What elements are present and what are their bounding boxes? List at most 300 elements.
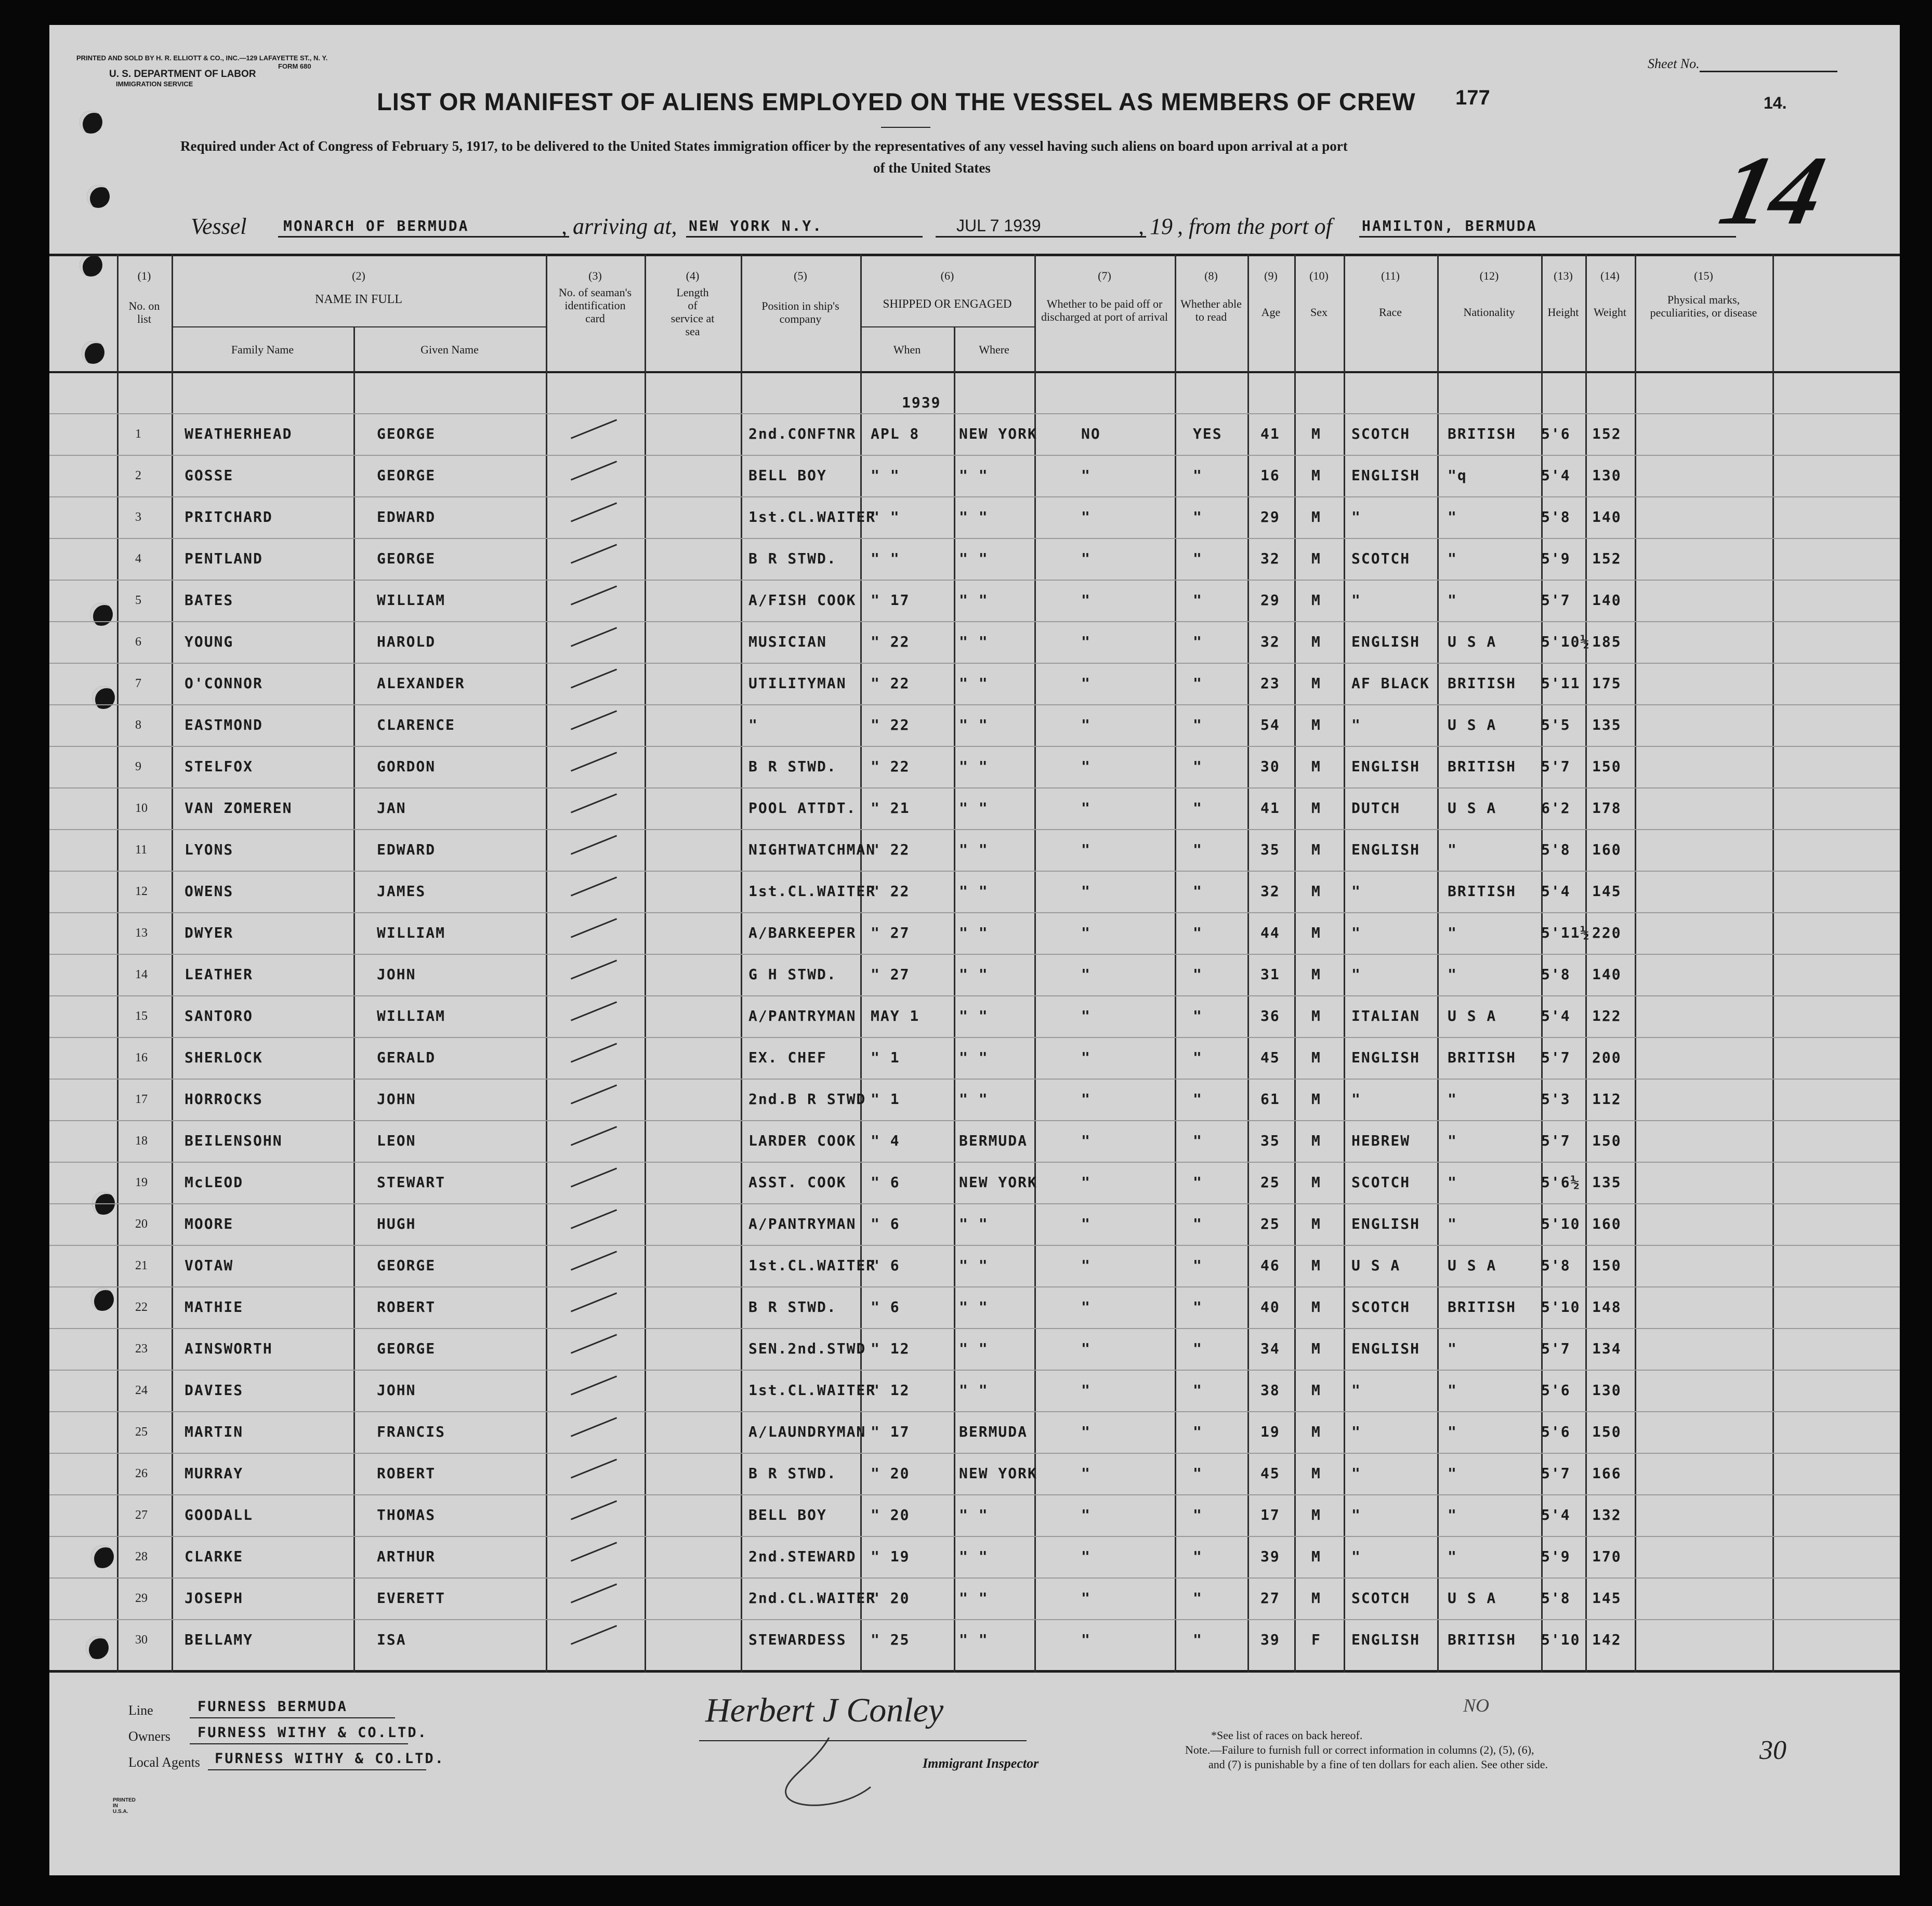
id-card-slash-mark — [571, 419, 617, 439]
age-cell: 45 — [1260, 1465, 1280, 1482]
height-cell: 5'11 — [1541, 675, 1581, 692]
paid-off-cell: " — [1081, 1298, 1091, 1316]
weight-cell: 152 — [1592, 550, 1622, 567]
able-to-read-cell: " — [1193, 716, 1203, 733]
height-cell: 5'6½ — [1541, 1174, 1581, 1191]
row-number-cell: 3 — [135, 510, 141, 524]
agents-underline — [208, 1769, 426, 1770]
row-rule — [49, 704, 1900, 705]
given-name-cell: FRANCIS — [377, 1423, 446, 1440]
position-cell: ASST. COOK — [748, 1174, 847, 1191]
when-header: When — [893, 343, 921, 356]
nationality-cell: U S A — [1448, 1589, 1497, 1607]
row-rule — [49, 746, 1900, 747]
race-cell: " — [1351, 1506, 1361, 1523]
paid-off-cell: " — [1081, 758, 1091, 775]
given-name-cell: STEWART — [377, 1174, 446, 1191]
able-to-read-cell: " — [1193, 1423, 1203, 1440]
paid-off-cell: " — [1081, 1340, 1091, 1357]
row-rule — [49, 1370, 1900, 1371]
races-note: *See list of races on back hereof. — [1211, 1729, 1363, 1742]
row-rule — [49, 413, 1900, 414]
height-cell: 5'8 — [1541, 1257, 1571, 1274]
col-divider — [117, 254, 119, 1673]
row-number-cell: 26 — [135, 1467, 148, 1480]
weight-cell: 135 — [1592, 1174, 1622, 1191]
id-card-slash-mark — [571, 668, 617, 688]
shipped-where-cell: " " — [959, 841, 989, 858]
able-to-read-cell: " — [1193, 550, 1203, 567]
shipped-when-cell: " 22 — [871, 841, 910, 858]
nationality-cell: " — [1448, 508, 1457, 525]
weight-cell: 200 — [1592, 1049, 1622, 1066]
weight-cell: 178 — [1592, 799, 1622, 817]
age-cell: 41 — [1260, 799, 1280, 817]
form-number: FORM 680 — [278, 62, 311, 70]
given-name-cell: ALEXANDER — [377, 675, 465, 692]
weight-cell: 145 — [1592, 1589, 1622, 1607]
race-cell: " — [1351, 1548, 1361, 1565]
row-rule — [49, 1328, 1900, 1329]
race-cell: " — [1351, 716, 1361, 733]
sex-cell: M — [1311, 550, 1321, 567]
age-cell: 45 — [1260, 1049, 1280, 1066]
row-number-cell: 27 — [135, 1508, 148, 1522]
row-number-cell: 2 — [135, 469, 141, 482]
handwritten-count-mark: 30 — [1759, 1736, 1786, 1765]
family-name-cell: HORROCKS — [185, 1090, 263, 1108]
id-card-slash-mark — [571, 1583, 617, 1603]
arrival-port: NEW YORK N.Y. — [689, 217, 823, 234]
weight-cell: 185 — [1592, 633, 1622, 650]
position-cell: B R STWD. — [748, 1465, 837, 1482]
paid-off-cell: " — [1081, 1548, 1091, 1565]
nationality-cell: " — [1448, 1548, 1457, 1565]
race-cell: HEBREW — [1351, 1132, 1411, 1149]
col-divider — [645, 254, 646, 1673]
family-name-cell: VAN ZOMEREN — [185, 799, 293, 817]
position-cell: 2nd.B R STWD — [748, 1090, 866, 1108]
sex-cell: M — [1311, 716, 1321, 733]
position-cell: B R STWD. — [748, 1298, 837, 1316]
given-name-cell: GEORGE — [377, 1340, 436, 1357]
id-card-slash-mark — [571, 1084, 617, 1104]
sheet-no-label: Sheet No. — [1648, 56, 1700, 71]
race-cell: " — [1351, 1423, 1361, 1440]
nationality-cell: " — [1448, 1090, 1457, 1108]
weight-cell: 122 — [1592, 1007, 1622, 1024]
col4-header: Length of service at sea — [671, 286, 715, 338]
shipped-when-cell: " 1 — [871, 1090, 900, 1108]
race-cell: " — [1351, 1465, 1361, 1482]
row-number-cell: 9 — [135, 760, 141, 773]
port-underline — [686, 236, 923, 238]
height-cell: 6'2 — [1541, 799, 1571, 817]
arrival-date-stamp: JUL 7 1939 — [956, 216, 1041, 235]
weight-cell: 140 — [1592, 966, 1622, 983]
paid-off-cell: " — [1081, 1465, 1091, 1482]
height-cell: 5'7 — [1541, 1132, 1571, 1149]
given-name-cell: HUGH — [377, 1215, 416, 1232]
able-to-read-cell: " — [1193, 1589, 1203, 1607]
shipped-when-cell: " 6 — [871, 1257, 900, 1274]
col4-number: (4) — [686, 269, 700, 282]
nationality-cell: " — [1448, 1174, 1457, 1191]
service-label: IMMIGRATION SERVICE — [116, 80, 193, 88]
position-cell: 1st.CL.WAITER — [748, 1257, 876, 1274]
able-to-read-cell: " — [1193, 1132, 1203, 1149]
col-divider — [860, 254, 862, 1673]
age-cell: 35 — [1260, 1132, 1280, 1149]
sex-cell: M — [1311, 841, 1321, 858]
height-cell: 5'7 — [1541, 758, 1571, 775]
row-rule — [49, 1162, 1900, 1163]
nationality-cell: BRITISH — [1448, 1631, 1517, 1648]
race-cell: ENGLISH — [1351, 1340, 1421, 1357]
weight-cell: 145 — [1592, 883, 1622, 900]
shipped-where-cell: " " — [959, 883, 989, 900]
row-rule — [49, 954, 1900, 955]
col6-header: SHIPPED OR ENGAGED — [883, 297, 1012, 310]
age-cell: 39 — [1260, 1631, 1280, 1648]
position-cell: G H STWD. — [748, 966, 837, 983]
race-cell: ENGLISH — [1351, 1631, 1421, 1648]
id-card-slash-mark — [571, 1625, 617, 1645]
weight-cell: 160 — [1592, 1215, 1622, 1232]
col13-number: (13) — [1554, 269, 1573, 282]
race-cell: ENGLISH — [1351, 633, 1421, 650]
sex-cell: M — [1311, 883, 1321, 900]
able-to-read-cell: " — [1193, 1506, 1203, 1523]
race-cell: ENGLISH — [1351, 758, 1421, 775]
given-name-cell: GEORGE — [377, 550, 436, 567]
given-name-cell: GORDON — [377, 758, 436, 775]
col-divider — [1247, 254, 1249, 1673]
able-to-read-cell: " — [1193, 799, 1203, 817]
col7-number: (7) — [1098, 269, 1111, 282]
title-rule — [881, 127, 930, 128]
weight-cell: 220 — [1592, 924, 1622, 941]
given-name-header: Given Name — [420, 343, 479, 356]
row-rule — [49, 1453, 1900, 1454]
height-cell: 5'4 — [1541, 1007, 1571, 1024]
shipped-where-cell: " " — [959, 1631, 989, 1648]
arriving-label: , arriving at, — [561, 214, 677, 239]
shipped-where-cell: " " — [959, 1589, 989, 1607]
shipped-when-cell: " 6 — [871, 1174, 900, 1191]
position-cell: LARDER COOK — [748, 1132, 857, 1149]
paid-off-cell: " — [1081, 508, 1091, 525]
position-cell: POOL ATTDT. — [748, 799, 857, 817]
family-name-cell: STELFOX — [185, 758, 254, 775]
family-name-cell: BEILENSOHN — [185, 1132, 283, 1149]
family-name-cell: CLARKE — [185, 1548, 244, 1565]
age-cell: 25 — [1260, 1215, 1280, 1232]
handwritten-sheet-mark: 14 — [1711, 136, 1834, 245]
race-cell: SCOTCH — [1351, 1298, 1411, 1316]
shipped-where-cell: BERMUDA — [959, 1423, 1028, 1440]
col-divider — [1635, 254, 1636, 1673]
height-header: Height — [1547, 306, 1579, 319]
race-cell: " — [1351, 883, 1361, 900]
sex-cell: F — [1311, 1631, 1321, 1648]
race-cell: SCOTCH — [1351, 550, 1411, 567]
race-cell: " — [1351, 508, 1361, 525]
weight-header: Weight — [1594, 306, 1626, 319]
sex-cell: M — [1311, 1506, 1321, 1523]
sex-cell: M — [1311, 425, 1321, 442]
row-rule — [49, 787, 1900, 788]
age-cell: 44 — [1260, 924, 1280, 941]
sheet-no-underline — [1700, 71, 1837, 72]
signature-flourish — [767, 1735, 881, 1813]
shipped-when-cell: " 19 — [871, 1548, 910, 1565]
row-rule — [49, 580, 1900, 581]
row-number-cell: 22 — [135, 1300, 148, 1314]
race-cell: ENGLISH — [1351, 1049, 1421, 1066]
weight-cell: 132 — [1592, 1506, 1622, 1523]
row-rule — [49, 1411, 1900, 1412]
sex-cell: M — [1311, 966, 1321, 983]
weight-cell: 130 — [1592, 467, 1622, 484]
row-number-cell: 6 — [135, 635, 141, 649]
vessel-name: MONARCH OF BERMUDA — [283, 217, 469, 234]
col3-header: No. of seaman's identification card — [558, 286, 632, 325]
paid-off-cell: " — [1081, 1631, 1091, 1648]
height-cell: 5'7 — [1541, 1049, 1571, 1066]
sex-cell: M — [1311, 467, 1321, 484]
sex-header: Sex — [1310, 306, 1328, 319]
position-cell: UTILITYMAN — [748, 675, 847, 692]
row-rule — [49, 538, 1900, 539]
row-rule — [49, 1079, 1900, 1080]
row-number-cell: 13 — [135, 926, 148, 940]
height-cell: 5'10½ — [1541, 633, 1591, 650]
nationality-cell: " — [1448, 966, 1457, 983]
row-number-cell: 10 — [135, 801, 148, 815]
height-cell: 5'6 — [1541, 425, 1571, 442]
line-value: FURNESS BERMUDA — [198, 1699, 348, 1715]
col10-number: (10) — [1309, 269, 1329, 282]
able-to-read-cell: " — [1193, 758, 1203, 775]
given-name-cell: GERALD — [377, 1049, 436, 1066]
family-name-cell: MATHIE — [185, 1298, 244, 1316]
sheet-number: 177 — [1455, 86, 1490, 109]
position-cell: " — [748, 716, 758, 733]
row-rule — [49, 871, 1900, 872]
height-cell: 5'9 — [1541, 1548, 1571, 1565]
age-cell: 40 — [1260, 1298, 1280, 1316]
paid-off-cell: " — [1081, 1215, 1091, 1232]
sex-cell: M — [1311, 1090, 1321, 1108]
race-cell: " — [1351, 924, 1361, 941]
race-cell: ENGLISH — [1351, 1215, 1421, 1232]
col9-number: (9) — [1264, 269, 1278, 282]
height-cell: 5'6 — [1541, 1382, 1571, 1399]
row-rule — [49, 1203, 1900, 1204]
shipped-where-cell: " " — [959, 716, 989, 733]
row-number-cell: 23 — [135, 1342, 148, 1356]
shipped-when-cell: " 22 — [871, 716, 910, 733]
family-name-cell: BELLAMY — [185, 1631, 254, 1648]
height-cell: 5'7 — [1541, 591, 1571, 609]
year-label: , 19 — [1138, 214, 1173, 239]
shipped-where-cell: NEW YORK — [959, 425, 1037, 442]
given-name-cell: EDWARD — [377, 508, 436, 525]
shipped-where-cell: " " — [959, 799, 989, 817]
shipped-when-cell: APL 8 — [871, 425, 920, 442]
given-name-cell: ROBERT — [377, 1465, 436, 1482]
row-rule — [49, 1494, 1900, 1495]
row-number-cell: 24 — [135, 1384, 148, 1397]
race-cell: AF BLACK — [1351, 675, 1430, 692]
row-rule — [49, 1120, 1900, 1121]
sex-cell: M — [1311, 1174, 1321, 1191]
sex-cell: M — [1311, 1257, 1321, 1274]
row-number-cell: 11 — [135, 843, 148, 857]
paid-off-cell: " — [1081, 883, 1091, 900]
able-to-read-cell: " — [1193, 1465, 1203, 1482]
able-to-read-cell: " — [1193, 591, 1203, 609]
given-name-cell: GEORGE — [377, 1257, 436, 1274]
age-cell: 35 — [1260, 841, 1280, 858]
shipped-where-cell: " " — [959, 1548, 989, 1565]
shipped-where-cell: " " — [959, 1506, 989, 1523]
shipped-where-cell: " " — [959, 1007, 989, 1024]
nationality-cell: U S A — [1448, 1257, 1497, 1274]
row-rule — [49, 912, 1900, 913]
height-cell: 5'5 — [1541, 716, 1571, 733]
family-name-cell: DWYER — [185, 924, 234, 941]
paid-off-cell: NO — [1081, 425, 1101, 442]
row-number-cell: 21 — [135, 1259, 148, 1272]
nationality-cell: " — [1448, 841, 1457, 858]
age-cell: 29 — [1260, 591, 1280, 609]
able-to-read-cell: " — [1193, 1382, 1203, 1399]
shipped-when-cell: " 12 — [871, 1382, 910, 1399]
row-number-cell: 29 — [135, 1592, 148, 1605]
id-card-slash-mark — [571, 793, 617, 813]
age-cell: 29 — [1260, 508, 1280, 525]
row-number-cell: 16 — [135, 1051, 148, 1064]
nationality-cell: BRITISH — [1448, 1049, 1517, 1066]
able-to-read-cell: " — [1193, 633, 1203, 650]
family-name-cell: BATES — [185, 591, 234, 609]
shipped-when-cell: " 1 — [871, 1049, 900, 1066]
able-to-read-cell: " — [1193, 1298, 1203, 1316]
given-name-cell: ISA — [377, 1631, 406, 1648]
paid-off-cell: " — [1081, 1423, 1091, 1440]
weight-cell: 166 — [1592, 1465, 1622, 1482]
row-number-cell: 8 — [135, 718, 141, 732]
date-underline — [936, 236, 1146, 238]
able-to-read-cell: " — [1193, 924, 1203, 941]
nationality-cell: " — [1448, 924, 1457, 941]
race-cell: SCOTCH — [1351, 425, 1411, 442]
family-name-cell: VOTAW — [185, 1257, 234, 1274]
row-rule — [49, 455, 1900, 456]
shipped-when-cell: " 22 — [871, 633, 910, 650]
family-name-cell: MURRAY — [185, 1465, 244, 1482]
paid-off-cell: " — [1081, 1049, 1091, 1066]
signature-underline — [699, 1740, 1027, 1741]
shipped-where-cell: " " — [959, 675, 989, 692]
height-cell: 5'10 — [1541, 1631, 1581, 1648]
position-cell: 2nd.CONFTNR — [748, 425, 857, 442]
family-name-cell: SHERLOCK — [185, 1049, 263, 1066]
weight-cell: 150 — [1592, 1132, 1622, 1149]
penalty-note-1: Note.—Failure to furnish full or correct information in columns (2), (5), (6), — [1185, 1743, 1534, 1756]
row-number-cell: 5 — [135, 594, 141, 607]
paid-off-cell: " — [1081, 633, 1091, 650]
col-divider — [1772, 254, 1774, 1673]
shipped-where-cell: " " — [959, 633, 989, 650]
id-card-slash-mark — [571, 1209, 617, 1229]
age-cell: 41 — [1260, 425, 1280, 442]
paid-off-cell: " — [1081, 550, 1091, 567]
table-top-rule — [49, 254, 1900, 256]
id-card-slash-mark — [571, 1375, 617, 1395]
able-to-read-cell: " — [1193, 1049, 1203, 1066]
nationality-cell: "q — [1448, 467, 1467, 484]
given-name-cell: HAROLD — [377, 633, 436, 650]
age-cell: 31 — [1260, 966, 1280, 983]
sex-cell: M — [1311, 1423, 1321, 1440]
shipped-when-cell: " 25 — [871, 1631, 910, 1648]
printer-line: PRINTED AND SOLD BY H. R. ELLIOTT & CO., INC.—129 LAFAYETTE ST., N. Y. — [76, 54, 328, 62]
row-number-cell: 28 — [135, 1550, 148, 1563]
age-cell: 23 — [1260, 675, 1280, 692]
paid-off-cell: " — [1081, 841, 1091, 858]
table-bottom-rule — [49, 1670, 1900, 1673]
id-card-slash-mark — [571, 835, 617, 855]
height-cell: 5'4 — [1541, 1506, 1571, 1523]
sex-cell: M — [1311, 633, 1321, 650]
shipped-when-cell: " 20 — [871, 1589, 910, 1607]
given-name-cell: ARTHUR — [377, 1548, 436, 1565]
row-number-cell: 19 — [135, 1176, 148, 1189]
col-divider — [1175, 254, 1176, 1673]
age-cell: 32 — [1260, 550, 1280, 567]
col-divider — [954, 326, 955, 1673]
shipped-where-cell: " " — [959, 1382, 989, 1399]
inspector-label: Immigrant Inspector — [923, 1756, 1039, 1771]
subtitle-line-1: Required under Act of Congress of February 5, 1917, to be delivered to the United States immigration officer by the representatives of any vessel having such aliens on board upon arrival at a port — [180, 138, 1348, 154]
position-cell: A/BARKEEPER — [748, 924, 857, 941]
given-name-cell: WILLIAM — [377, 1007, 446, 1024]
col-divider — [172, 254, 173, 1673]
able-to-read-cell: " — [1193, 508, 1203, 525]
col5-header: Position in ship's company — [761, 299, 839, 325]
shipped-when-cell: " " — [871, 467, 900, 484]
position-cell: STEWARDESS — [748, 1631, 847, 1648]
col8-header: Whether able to read — [1180, 297, 1242, 323]
nationality-cell: " — [1448, 1340, 1457, 1357]
age-cell: 61 — [1260, 1090, 1280, 1108]
able-to-read-cell: " — [1193, 675, 1203, 692]
age-cell: 16 — [1260, 467, 1280, 484]
given-name-cell: ROBERT — [377, 1298, 436, 1316]
col2-header: NAME IN FULL — [315, 293, 402, 306]
race-cell: ENGLISH — [1351, 841, 1421, 858]
able-to-read-cell: " — [1193, 467, 1203, 484]
able-to-read-cell: " — [1193, 1340, 1203, 1357]
family-name-header: Family Name — [231, 343, 294, 356]
able-to-read-cell: " — [1193, 883, 1203, 900]
line-underline — [190, 1717, 395, 1718]
family-name-cell: OWENS — [185, 883, 234, 900]
able-to-read-cell: YES — [1193, 425, 1223, 442]
